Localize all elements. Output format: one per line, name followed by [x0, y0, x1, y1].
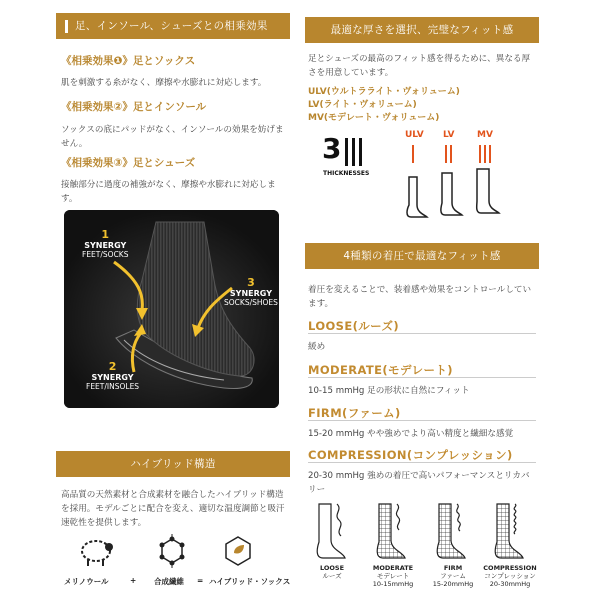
label3-title: SYNERGY: [229, 289, 272, 298]
thickness-banner-title: 最適な厚さを選択、完璧なフィット感: [330, 24, 514, 36]
lv-label: LV: [443, 130, 455, 140]
sock-val: 10-15mmHg: [372, 580, 414, 588]
banner-bar: [65, 20, 68, 33]
hybrid-banner-title: ハイブリッド構造: [130, 458, 216, 470]
sock-label-loose: [307, 564, 357, 580]
divider: [308, 462, 536, 463]
sock-en: COMPRESSION: [483, 564, 537, 572]
synergy2-title: 《相乗効果②》足とインソール: [61, 101, 207, 113]
compression-title: COMPRESSION(コンプレッション): [308, 448, 513, 462]
compression-text-2: 20-30 mmHg 強めの着圧で高いパフォーマンスとリカバリー: [308, 471, 530, 495]
sock-thickness-icons: [397, 143, 507, 223]
thickness-text: 足とシューズの最高のフィット感を得るために、異なる厚さを用意しています。: [308, 54, 531, 78]
sock-jp: ルーズ: [322, 572, 342, 580]
synthetic-label: 合成繊維: [154, 577, 184, 586]
loose-title: LOOSE(ルーズ): [308, 319, 400, 333]
equals-sign: =: [197, 576, 204, 585]
hybrid-banner: [56, 451, 290, 477]
mv-line: MV(モデレート・ヴォリューム): [308, 113, 440, 123]
divider: [308, 333, 536, 334]
synergy3-title: 《相乗効果③》足とシューズ: [61, 157, 196, 169]
synergy-label-2: [86, 360, 139, 391]
synergy-banner-title: 足、インソール、シューズとの相乗効果: [75, 20, 268, 32]
molecule-icon: [154, 533, 190, 569]
hybrid-text: 高品質の天然素材と合成素材を融合したハイブリッド構造を採用。モデルごとに配合を変え、適切な温度調節と吸汗速乾性を提供します。: [61, 490, 285, 528]
loose-text: 緩め: [308, 342, 326, 352]
sock-jp: ファーム: [440, 572, 466, 580]
three-number: 3: [322, 132, 342, 165]
label2-num: 2: [108, 360, 117, 373]
synergy-label-3: [224, 276, 278, 307]
label1-title: SYNERGY: [84, 241, 127, 250]
synergy-label-1: [82, 228, 128, 259]
label3-sub: SOCKS/SHOES: [224, 298, 278, 307]
sock-en: MODERATE: [372, 564, 414, 572]
compression-socks-icons: [305, 500, 539, 564]
synergy1-text: 肌を刺激する糸がなく、摩擦や水膨れに対応します。: [61, 78, 267, 88]
firm-title: FIRM(ファーム): [308, 406, 401, 420]
compression-text: 着圧を変えることで、装着感や効果をコントロールしています。: [308, 285, 532, 309]
sock-en: FIRM: [443, 564, 463, 572]
sock-val: 20-30mmHg: [489, 580, 531, 588]
thickness-list: [308, 86, 460, 125]
sock-val: 15-20mmHg: [432, 580, 474, 588]
label2-title: SYNERGY: [91, 373, 134, 382]
divider: [308, 377, 536, 378]
sock-en: LOOSE: [319, 564, 345, 572]
sock-jp: コンプレッション: [484, 572, 536, 580]
sock-label-firm: [425, 564, 481, 588]
sock-label-moderate: [365, 564, 421, 588]
sheep-icon: [76, 535, 116, 567]
merino-label: メリノウール: [64, 577, 109, 586]
compression-banner-title: 4種類の着圧で最適なフィット感: [343, 250, 501, 262]
plus-sign: +: [130, 576, 137, 585]
thickness-bars-icon: [343, 136, 365, 168]
label3-num: 3: [247, 276, 255, 289]
synergy3-text: 接触部分に過度の補強がなく、摩擦や水膨れに対応します。: [61, 180, 276, 204]
sock-label-compression: [481, 564, 539, 588]
label2-sub: FEET/INSOLES: [86, 382, 140, 391]
lv-line: LV(ライト・ヴォリューム): [308, 100, 417, 110]
divider: [308, 420, 536, 421]
thicknesses-label: THICKNESSES: [323, 170, 370, 177]
synergy-illustration: [64, 210, 279, 408]
sock-jp: モデレート: [376, 572, 410, 580]
synergy2-text: ソックスの底にパッドがなく、インソールの効果を妨げません。: [61, 125, 284, 149]
firm-text: 15-20 mmHg やや強めでより高い精度と繊細な感覚: [308, 429, 514, 439]
thickness-banner: [305, 17, 539, 43]
moderate-text: 10-15 mmHg 足の形状に自然にフィット: [308, 386, 470, 396]
ulv-label: ULV: [405, 130, 424, 140]
label1-num: 1: [101, 228, 110, 241]
mv-label: MV: [477, 130, 493, 140]
hybrid-hex-icon: [220, 533, 256, 569]
label1-sub: FEET/SOCKS: [82, 250, 129, 259]
moderate-title: MODERATE(モデレート): [308, 363, 453, 377]
compression-banner: [305, 243, 539, 269]
synergy-banner: [56, 13, 290, 39]
ulv-line: ULV(ウルトラライト・ヴォリューム): [308, 87, 460, 97]
synergy1-title: 《相乗効果❶》足とソックス: [61, 55, 196, 67]
hybrid-sock-label: ハイブリッド・ソックス: [209, 577, 291, 586]
